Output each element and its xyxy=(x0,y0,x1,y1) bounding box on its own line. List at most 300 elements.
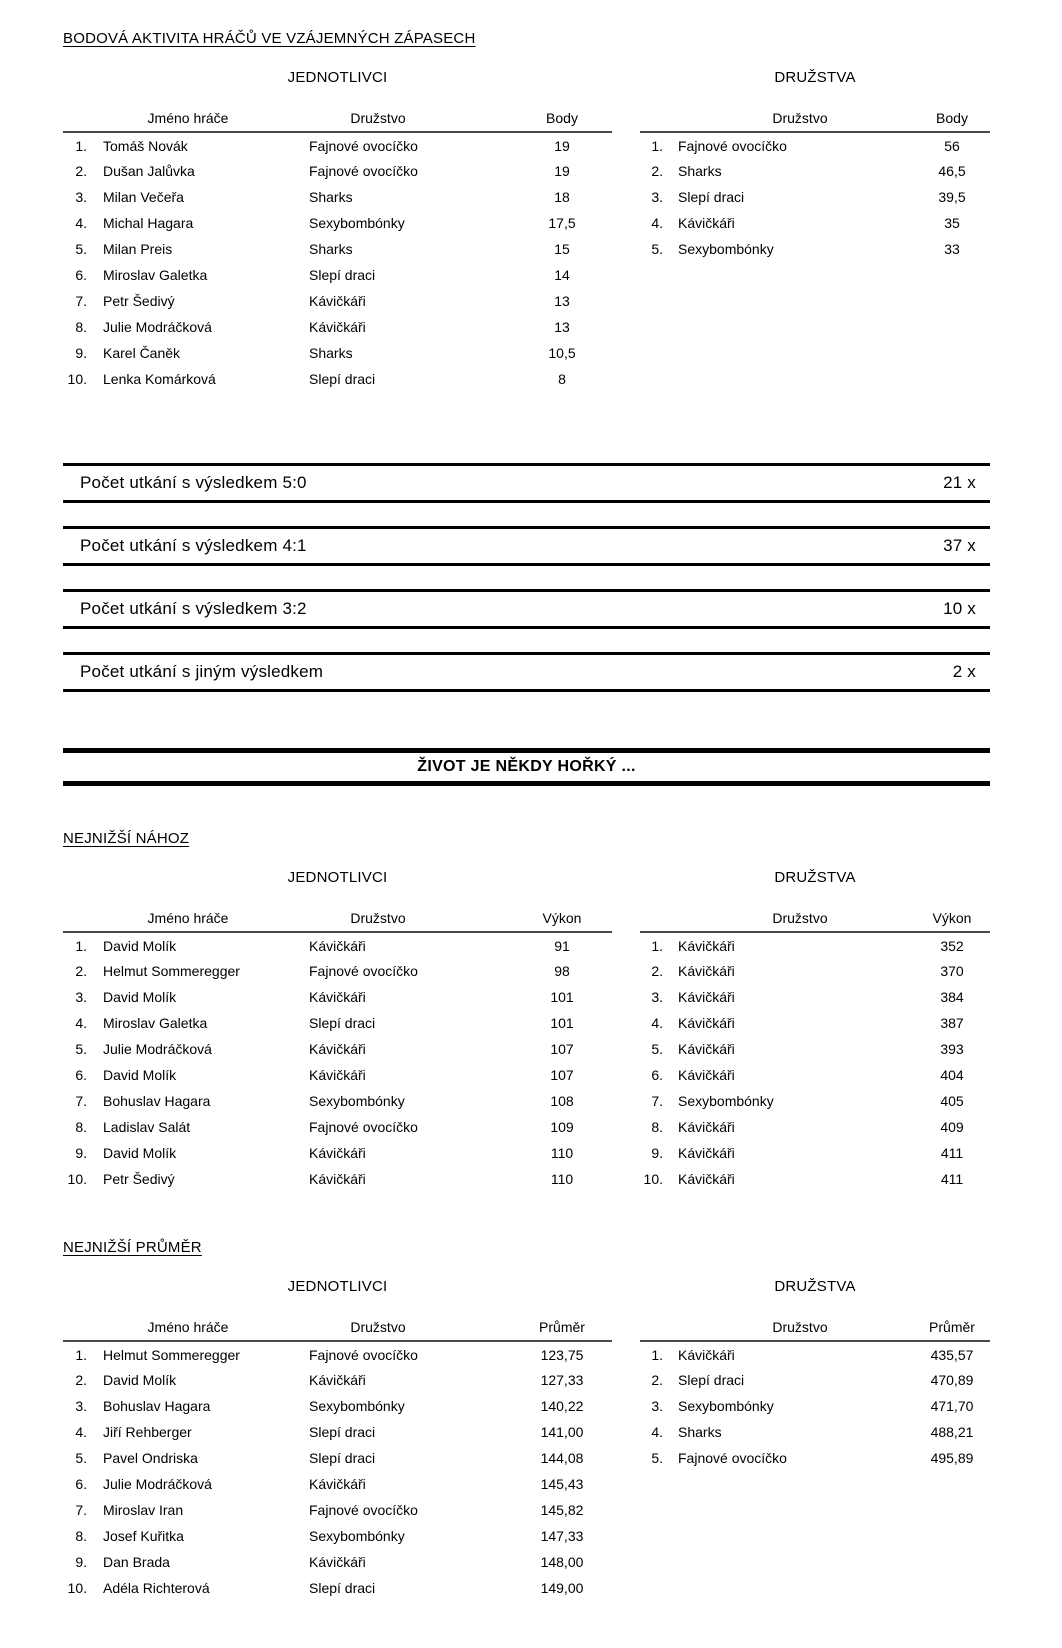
cell-name: Pavel Ondriska xyxy=(103,1450,198,1466)
header-row xyxy=(640,108,990,132)
cell-name: Petr Šedivý xyxy=(103,293,175,309)
table-row xyxy=(63,314,612,340)
cell-rank: 5. xyxy=(75,1450,87,1466)
table-row xyxy=(63,1445,612,1471)
cell-rank: 1. xyxy=(651,937,663,954)
page-title: BODOVÁ AKTIVITA HRÁČŮ VE VZÁJEMNÝCH ZÁPASECH xyxy=(63,30,476,47)
table-row xyxy=(63,1497,612,1523)
cell-rank: 9. xyxy=(75,1145,87,1161)
table-body xyxy=(63,932,612,1192)
points-teams-block xyxy=(640,70,990,262)
cell-rank: 6. xyxy=(75,1067,87,1083)
cell-value: 110 xyxy=(550,1145,574,1161)
cell-team: Kávičkáři xyxy=(309,1067,366,1083)
result-count-row-other xyxy=(63,652,990,692)
result-count-row-3-2 xyxy=(63,589,990,629)
cell-team: Kávičkáři xyxy=(309,937,366,954)
cell-team: Slepí draci xyxy=(309,1450,376,1466)
cell-rank: 6. xyxy=(75,1476,87,1492)
table-row xyxy=(640,210,990,236)
header-average: Průměr xyxy=(532,1317,612,1341)
cell-team: Sexybombónky xyxy=(678,1398,774,1414)
header-rank xyxy=(63,1317,99,1341)
cell-rank: 4. xyxy=(651,1424,663,1440)
cell-rank: 1. xyxy=(75,937,87,954)
cell-value: 35 xyxy=(944,215,960,231)
table-body xyxy=(63,1341,612,1601)
points-tables-pair xyxy=(63,70,990,392)
header-rank xyxy=(63,108,99,132)
lowest-throw-teams-table xyxy=(640,908,990,1192)
cell-value: 8 xyxy=(558,371,566,387)
cell-team: Sexybombónky xyxy=(309,1398,405,1414)
table-row xyxy=(640,158,990,184)
individuals-title: JEDNOTLIVCI xyxy=(287,69,388,86)
cell-value: 19 xyxy=(554,137,570,154)
table-row xyxy=(640,1088,990,1114)
cell-value: 149,00 xyxy=(540,1580,584,1596)
lowest-throw-teams-block xyxy=(640,870,990,1192)
header-team: Družstvo xyxy=(299,1317,532,1341)
cell-team: Fajnové ovocíčko xyxy=(309,1346,418,1363)
cell-name: Milan Večeřa xyxy=(103,189,184,205)
cell-value: 384 xyxy=(940,989,964,1005)
section-heading-lowest-average: NEJNIŽŠÍ PRŮMĚR xyxy=(63,1239,202,1256)
lowest-average-teams-block xyxy=(640,1279,990,1471)
cell-team: Slepí draci xyxy=(309,1580,376,1596)
cell-team: Fajnové ovocíčko xyxy=(309,163,418,179)
cell-name: Tomáš Novák xyxy=(103,137,188,154)
table-row xyxy=(640,984,990,1010)
cell-team: Kávičkáři xyxy=(678,1145,735,1161)
cell-rank: 10. xyxy=(67,1580,87,1596)
cell-rank: 2. xyxy=(651,1372,663,1388)
cell-rank: 10. xyxy=(67,371,87,387)
result-count-value: 2 x xyxy=(952,662,976,681)
cell-value: 13 xyxy=(554,293,570,309)
table-row xyxy=(63,1166,612,1192)
cell-team: Fajnové ovocíčko xyxy=(309,1119,418,1135)
cell-value: 411 xyxy=(940,1145,964,1161)
table-row xyxy=(640,1010,990,1036)
cell-rank: 3. xyxy=(75,1398,87,1414)
table-header xyxy=(63,108,612,132)
cell-rank: 2. xyxy=(75,1372,87,1388)
cell-rank: 3. xyxy=(651,1398,663,1414)
table-row xyxy=(63,932,612,958)
cell-rank: 5. xyxy=(651,1041,663,1057)
cell-team: Kávičkáři xyxy=(678,215,735,231)
table-row xyxy=(640,236,990,262)
cell-rank: 10. xyxy=(643,1171,663,1187)
table-row xyxy=(63,1575,612,1601)
cell-team: Sharks xyxy=(678,163,722,179)
cell-rank: 2. xyxy=(651,963,663,979)
cell-value: 19 xyxy=(554,163,570,179)
cell-name: Jiří Rehberger xyxy=(103,1424,192,1440)
points-teams-table xyxy=(640,108,990,262)
header-rank xyxy=(640,1317,667,1341)
cell-value: 435,57 xyxy=(930,1346,974,1363)
table-row xyxy=(63,1036,612,1062)
table-row xyxy=(640,1140,990,1166)
cell-team: Sexybombónky xyxy=(678,241,774,257)
cell-rank: 6. xyxy=(651,1067,663,1083)
cell-rank: 3. xyxy=(651,189,663,205)
header-row xyxy=(63,908,612,932)
cell-name: David Molík xyxy=(103,937,177,954)
cell-value: 101 xyxy=(550,1015,574,1031)
cell-rank: 1. xyxy=(651,1346,663,1363)
cell-value: 107 xyxy=(550,1041,574,1057)
lowest-average-tables-pair xyxy=(63,1279,990,1601)
cell-value: 405 xyxy=(940,1093,964,1109)
header-team: Družstvo xyxy=(667,908,914,932)
cell-team: Sexybombónky xyxy=(309,1528,405,1544)
table-row xyxy=(63,1471,612,1497)
table-body xyxy=(640,132,990,262)
cell-value: 144,08 xyxy=(540,1450,584,1466)
result-count-label: Počet utkání s výsledkem 5:0 xyxy=(80,473,307,492)
cell-name: David Molík xyxy=(103,1067,177,1083)
cell-team: Kávičkáři xyxy=(678,1067,735,1083)
cell-name: Dušan Jalůvka xyxy=(103,163,195,179)
cell-name: David Molík xyxy=(103,1145,177,1161)
table-row xyxy=(640,1062,990,1088)
header-performance: Výkon xyxy=(914,908,990,932)
cell-team: Kávičkáři xyxy=(309,1145,366,1161)
cell-team: Kávičkáři xyxy=(678,989,735,1005)
table-row xyxy=(640,132,990,158)
cell-name: Milan Preis xyxy=(103,241,173,257)
cell-value: 108 xyxy=(550,1093,574,1109)
cell-team: Fajnové ovocíčko xyxy=(309,137,418,154)
cell-rank: 8. xyxy=(75,319,87,335)
cell-team: Kávičkáři xyxy=(678,937,735,954)
header-points: Body xyxy=(532,108,612,132)
cell-value: 411 xyxy=(940,1171,964,1187)
cell-team: Slepí draci xyxy=(309,267,376,283)
result-count-banners xyxy=(63,463,990,692)
cell-rank: 3. xyxy=(75,989,87,1005)
cell-name: Miroslav Iran xyxy=(103,1502,184,1518)
table-header xyxy=(63,1317,612,1341)
cell-name: Miroslav Galetka xyxy=(103,1015,208,1031)
cell-value: 18 xyxy=(554,189,570,205)
cell-team: Kávičkáři xyxy=(309,293,366,309)
cell-name: David Molík xyxy=(103,989,177,1005)
cell-value: 488,21 xyxy=(930,1424,974,1440)
cell-value: 370 xyxy=(940,963,964,979)
cell-value: 101 xyxy=(550,989,574,1005)
cell-name: Bohuslav Hagara xyxy=(103,1398,211,1414)
cell-value: 148,00 xyxy=(540,1554,584,1570)
cell-name: Josef Kuřitka xyxy=(103,1528,184,1544)
cell-value: 470,89 xyxy=(930,1372,974,1388)
cell-rank: 2. xyxy=(651,163,663,179)
cell-team: Slepí draci xyxy=(309,1015,376,1031)
table-row xyxy=(63,1523,612,1549)
cell-value: 46,5 xyxy=(938,163,966,179)
header-performance: Výkon xyxy=(532,908,612,932)
cell-value: 404 xyxy=(940,1067,964,1083)
table-row xyxy=(63,366,612,392)
cell-rank: 8. xyxy=(75,1119,87,1135)
result-count-label: Počet utkání s jiným výsledkem xyxy=(80,662,324,681)
header-player-name: Jméno hráče xyxy=(99,908,299,932)
cell-rank: 5. xyxy=(75,241,87,257)
header-team: Družstvo xyxy=(299,108,532,132)
cell-rank: 2. xyxy=(75,163,87,179)
table-row xyxy=(63,262,612,288)
cell-value: 56 xyxy=(944,137,960,154)
table-row xyxy=(63,158,612,184)
header-row xyxy=(640,1317,990,1341)
cell-rank: 4. xyxy=(75,1015,87,1031)
cell-rank: 7. xyxy=(651,1093,663,1109)
lowest-throw-individuals-table xyxy=(63,908,612,1192)
header-row xyxy=(63,1317,612,1341)
header-average: Průměr xyxy=(914,1317,990,1341)
result-count-label: Počet utkání s výsledkem 4:1 xyxy=(80,536,307,555)
cell-rank: 8. xyxy=(651,1119,663,1135)
divider-title: ŽIVOT JE NĚKDY HOŘKÝ ... xyxy=(417,758,636,775)
cell-team: Kávičkáři xyxy=(309,1372,366,1388)
cell-name: Helmut Sommeregger xyxy=(103,963,240,979)
cell-rank: 5. xyxy=(75,1041,87,1057)
cell-rank: 5. xyxy=(651,1450,663,1466)
cell-team: Sexybombónky xyxy=(678,1093,774,1109)
cell-value: 145,82 xyxy=(540,1502,584,1518)
table-row xyxy=(640,1036,990,1062)
result-count-label: Počet utkání s výsledkem 3:2 xyxy=(80,599,307,618)
table-row xyxy=(63,132,612,158)
table-row xyxy=(640,1419,990,1445)
table-row xyxy=(640,932,990,958)
table-row xyxy=(63,958,612,984)
header-player-name: Jméno hráče xyxy=(99,108,299,132)
cell-team: Kávičkáři xyxy=(678,1041,735,1057)
cell-rank: 8. xyxy=(75,1528,87,1544)
table-header xyxy=(640,908,990,932)
points-individuals-block xyxy=(63,70,612,392)
header-rank xyxy=(63,908,99,932)
table-row xyxy=(63,210,612,236)
cell-team: Kávičkáři xyxy=(309,1171,366,1187)
result-count-value: 10 x xyxy=(943,599,976,618)
table-row xyxy=(63,984,612,1010)
cell-team: Kávičkáři xyxy=(678,963,735,979)
lowest-throw-individuals-block xyxy=(63,870,612,1192)
table-row xyxy=(63,184,612,210)
cell-team: Kávičkáři xyxy=(309,1476,366,1492)
table-row xyxy=(63,288,612,314)
cell-team: Sharks xyxy=(309,241,353,257)
cell-team: Fajnové ovocíčko xyxy=(309,963,418,979)
result-count-row-5-0 xyxy=(63,463,990,503)
cell-team: Fajnové ovocíčko xyxy=(309,1502,418,1518)
header-points: Body xyxy=(914,108,990,132)
lowest-throw-tables-pair xyxy=(63,870,990,1192)
cell-team: Kávičkáři xyxy=(309,989,366,1005)
cell-name: Karel Čaněk xyxy=(103,345,181,361)
cell-value: 352 xyxy=(940,937,964,954)
cell-rank: 9. xyxy=(75,1554,87,1570)
cell-rank: 3. xyxy=(651,989,663,1005)
teams-title: DRUŽSTVA xyxy=(774,1278,856,1295)
cell-name: Julie Modráčková xyxy=(103,319,212,335)
cell-rank: 4. xyxy=(75,1424,87,1440)
header-team: Družstvo xyxy=(667,108,914,132)
cell-value: 471,70 xyxy=(930,1398,974,1414)
table-row xyxy=(640,1114,990,1140)
cell-value: 140,22 xyxy=(540,1398,584,1414)
cell-team: Sexybombónky xyxy=(309,1093,405,1109)
cell-value: 13 xyxy=(554,319,570,335)
cell-value: 98 xyxy=(554,963,570,979)
cell-name: Julie Modráčková xyxy=(103,1476,212,1492)
cell-team: Slepí draci xyxy=(309,371,376,387)
section-divider xyxy=(63,748,990,786)
cell-rank: 4. xyxy=(75,215,87,231)
cell-value: 409 xyxy=(940,1119,964,1135)
cell-rank: 1. xyxy=(75,137,87,154)
header-team: Družstvo xyxy=(299,908,532,932)
cell-name: Helmut Sommeregger xyxy=(103,1346,240,1363)
result-count-value: 37 x xyxy=(943,536,976,555)
lowest-average-individuals-block xyxy=(63,1279,612,1601)
cell-name: Ladislav Salát xyxy=(103,1119,191,1135)
cell-team: Sharks xyxy=(678,1424,722,1440)
table-row xyxy=(640,1367,990,1393)
table-row xyxy=(63,1341,612,1367)
cell-value: 393 xyxy=(940,1041,964,1057)
header-row xyxy=(640,908,990,932)
table-header xyxy=(640,108,990,132)
header-rank xyxy=(640,108,667,132)
cell-value: 39,5 xyxy=(938,189,966,205)
table-row xyxy=(640,1166,990,1192)
cell-rank: 7. xyxy=(75,293,87,309)
cell-team: Kávičkáři xyxy=(678,1171,735,1187)
teams-title: DRUŽSTVA xyxy=(774,869,856,886)
table-row xyxy=(640,958,990,984)
table-row xyxy=(63,1140,612,1166)
cell-rank: 7. xyxy=(75,1093,87,1109)
cell-value: 15 xyxy=(554,241,570,257)
cell-team: Fajnové ovocíčko xyxy=(678,137,787,154)
teams-title: DRUŽSTVA xyxy=(774,69,856,86)
cell-name: Julie Modráčková xyxy=(103,1041,212,1057)
cell-value: 109 xyxy=(550,1119,574,1135)
cell-name: Adéla Richterová xyxy=(103,1580,210,1596)
lowest-average-individuals-table xyxy=(63,1317,612,1601)
cell-name: Michal Hagara xyxy=(103,215,194,231)
cell-name: Miroslav Galetka xyxy=(103,267,208,283)
table-body xyxy=(640,932,990,1192)
cell-rank: 2. xyxy=(75,963,87,979)
table-header xyxy=(640,1317,990,1341)
cell-team: Slepí draci xyxy=(309,1424,376,1440)
individuals-title: JEDNOTLIVCI xyxy=(287,869,388,886)
cell-value: 141,00 xyxy=(540,1424,584,1440)
cell-team: Kávičkáři xyxy=(309,1554,366,1570)
cell-rank: 1. xyxy=(651,137,663,154)
result-count-value: 21 x xyxy=(943,473,976,492)
table-row xyxy=(640,1341,990,1367)
header-team: Družstvo xyxy=(667,1317,914,1341)
cell-name: Lenka Komárková xyxy=(103,371,216,387)
table-row xyxy=(640,1393,990,1419)
cell-team: Sexybombónky xyxy=(309,215,405,231)
cell-team: Sharks xyxy=(309,189,353,205)
header-row xyxy=(63,108,612,132)
table-row xyxy=(63,1393,612,1419)
table-body xyxy=(640,1341,990,1471)
table-row xyxy=(640,1445,990,1471)
table-row xyxy=(63,1549,612,1575)
cell-team: Fajnové ovocíčko xyxy=(678,1450,787,1466)
table-header xyxy=(63,908,612,932)
table-row xyxy=(63,1419,612,1445)
cell-value: 17,5 xyxy=(548,215,576,231)
cell-value: 495,89 xyxy=(930,1450,974,1466)
cell-rank: 4. xyxy=(651,215,663,231)
individuals-title: JEDNOTLIVCI xyxy=(287,1278,388,1295)
result-count-row-4-1 xyxy=(63,526,990,566)
cell-name: Bohuslav Hagara xyxy=(103,1093,211,1109)
cell-team: Sharks xyxy=(309,345,353,361)
cell-team: Kávičkáři xyxy=(678,1015,735,1031)
cell-rank: 9. xyxy=(651,1145,663,1161)
cell-team: Kávičkáři xyxy=(678,1346,735,1363)
cell-rank: 9. xyxy=(75,345,87,361)
cell-name: Dan Brada xyxy=(103,1554,170,1570)
table-row xyxy=(63,1367,612,1393)
cell-rank: 6. xyxy=(75,267,87,283)
cell-rank: 10. xyxy=(67,1171,87,1187)
cell-team: Slepí draci xyxy=(678,189,745,205)
table-body xyxy=(63,132,612,392)
cell-team: Kávičkáři xyxy=(309,1041,366,1057)
cell-value: 10,5 xyxy=(548,345,576,361)
header-player-name: Jméno hráče xyxy=(99,1317,299,1341)
cell-value: 123,75 xyxy=(540,1346,584,1363)
table-row xyxy=(63,1088,612,1114)
cell-name: David Molík xyxy=(103,1372,177,1388)
cell-team: Kávičkáři xyxy=(678,1119,735,1135)
table-row xyxy=(63,1114,612,1140)
cell-rank: 5. xyxy=(651,241,663,257)
cell-value: 387 xyxy=(940,1015,964,1031)
cell-value: 110 xyxy=(550,1171,574,1187)
table-row xyxy=(63,236,612,262)
section-heading-lowest-throw: NEJNIŽŠÍ NÁHOZ xyxy=(63,830,190,847)
cell-team: Slepí draci xyxy=(678,1372,745,1388)
table-row xyxy=(640,184,990,210)
table-row xyxy=(63,340,612,366)
cell-name: Petr Šedivý xyxy=(103,1171,175,1187)
cell-value: 14 xyxy=(554,267,570,283)
cell-rank: 7. xyxy=(75,1502,87,1518)
cell-value: 91 xyxy=(554,937,570,954)
cell-value: 147,33 xyxy=(540,1528,584,1544)
points-individuals-table xyxy=(63,108,612,392)
cell-value: 127,33 xyxy=(540,1372,584,1388)
cell-rank: 3. xyxy=(75,189,87,205)
cell-team: Kávičkáři xyxy=(309,319,366,335)
cell-value: 145,43 xyxy=(540,1476,584,1492)
